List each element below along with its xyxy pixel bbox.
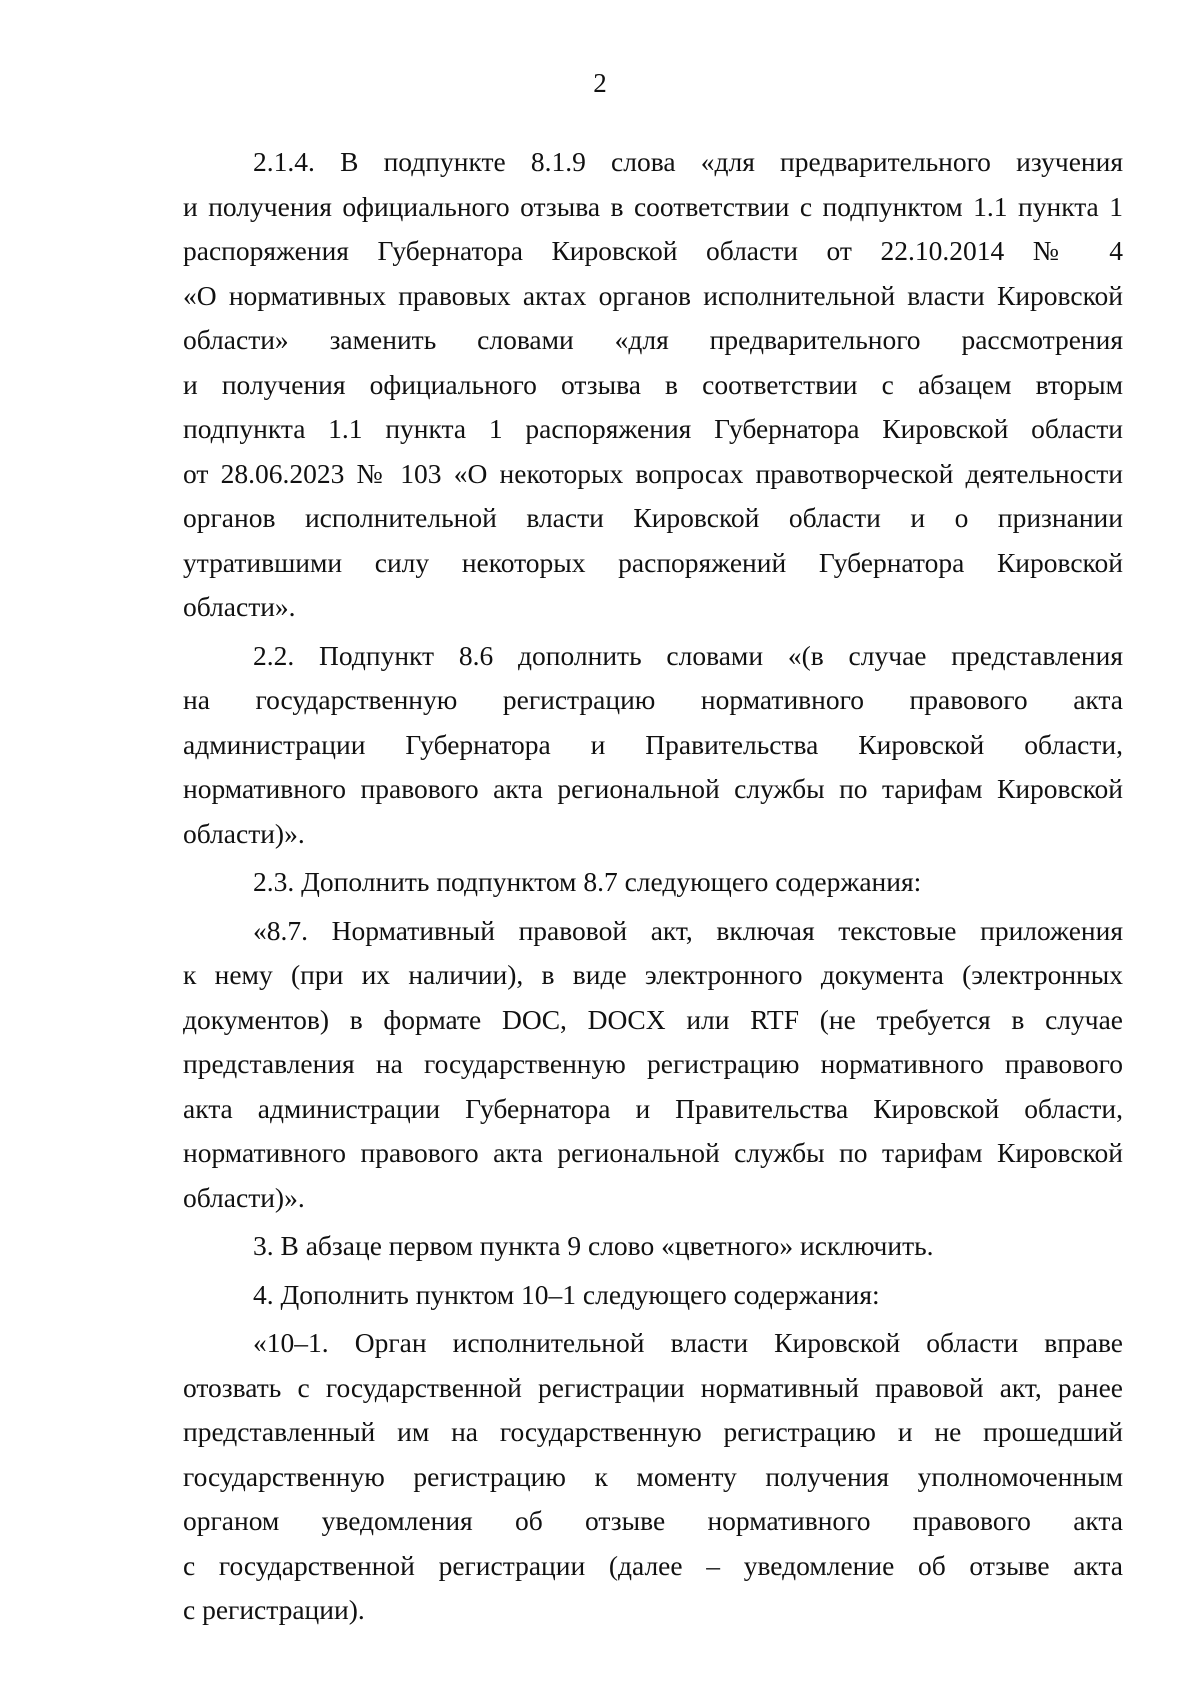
document-body <box>183 140 1123 1637</box>
text-line: к нему (при их наличии), в виде электронного документа (электронных <box>183 959 1123 990</box>
text-line: документов) в формате DOC, DOCX или RTF (не требуется в случае <box>183 1003 1123 1035</box>
text-line: и получения официального отзыва в соответствии с абзацем вторым <box>183 368 1123 400</box>
text-line: 2.3. Дополнить подпунктом 8.7 следующего содержания: <box>253 866 922 897</box>
text-line: отозвать с государственной регистрации нормативный правовой акт, ранее <box>183 1371 1123 1403</box>
text-line: представления на государственную регистрацию нормативного правового <box>183 1048 1123 1079</box>
text-line: утратившими силу некоторых распоряжений Губернатора Кировской <box>183 546 1123 578</box>
text-line: администрации Губернатора и Правительства Кировской области, <box>183 728 1123 760</box>
text-line: 2.2. Подпункт 8.6 дополнить словами «(в случае представления <box>253 639 1123 671</box>
paragraph-2-3 <box>183 860 1123 905</box>
text-line: «О нормативных правовых актах органов исполнительной власти Кировской <box>183 279 1123 311</box>
paragraph-10-1 <box>183 1321 1123 1633</box>
text-line: на государственную регистрацию нормативного правового акта <box>183 684 1123 715</box>
text-line: государственную регистрацию к моменту получения уполномоченным <box>183 1460 1123 1492</box>
paragraph-4 <box>183 1273 1123 1318</box>
text-line: 3. В абзаце первом пункта 9 слово «цветного» исключить. <box>253 1230 934 1261</box>
text-line: от 28.06.2023 № 103 «О некоторых вопросах правотворческой деятельности <box>183 457 1123 489</box>
text-line: органом уведомления об отзыве нормативного правового акта <box>183 1505 1123 1536</box>
text-line: области)». <box>183 1181 305 1213</box>
text-line: нормативного правового акта региональной службы по тарифам Кировской <box>183 1137 1123 1168</box>
text-line: области)». <box>183 817 305 849</box>
paragraph-3 <box>183 1224 1123 1269</box>
text-line: с регистрации). <box>183 1594 365 1625</box>
text-line: акта администрации Губернатора и Правительства Кировской области, <box>183 1092 1123 1124</box>
text-line: с государственной регистрации (далее – уведомление об отзыве акта <box>183 1549 1123 1581</box>
text-line: 4. Дополнить пунктом 10–1 следующего содержания: <box>253 1278 880 1310</box>
text-line: «10–1. Орган исполнительной власти Кировской области вправе <box>253 1327 1123 1358</box>
text-line: и получения официального отзыва в соответствии с подпунктом 1.1 пункта 1 <box>183 190 1123 222</box>
text-line: области» заменить словами «для предварительного рассмотрения <box>183 324 1123 355</box>
page-number: 2 <box>593 68 607 98</box>
paragraph-2-2 <box>183 634 1123 857</box>
text-line: области». <box>183 591 296 622</box>
text-line: подпункта 1.1 пункта 1 распоряжения Губернатора Кировской области <box>183 413 1123 444</box>
text-line: распоряжения Губернатора Кировской области от 22.10.2014 № 4 <box>183 235 1123 266</box>
paragraph-8-7 <box>183 909 1123 1221</box>
text-line: «8.7. Нормативный правовой акт, включая текстовые приложения <box>253 914 1123 946</box>
text-line: нормативного правового акта региональной службы по тарифам Кировской <box>183 773 1123 804</box>
text-line: 2.1.4. В подпункте 8.1.9 слова «для предварительного изучения <box>253 146 1123 177</box>
text-line: органов исполнительной власти Кировской области и о признании <box>183 502 1123 533</box>
text-line: представленный им на государственную регистрацию и не прошедший <box>183 1416 1123 1447</box>
paragraph-2-1-4 <box>183 140 1123 630</box>
